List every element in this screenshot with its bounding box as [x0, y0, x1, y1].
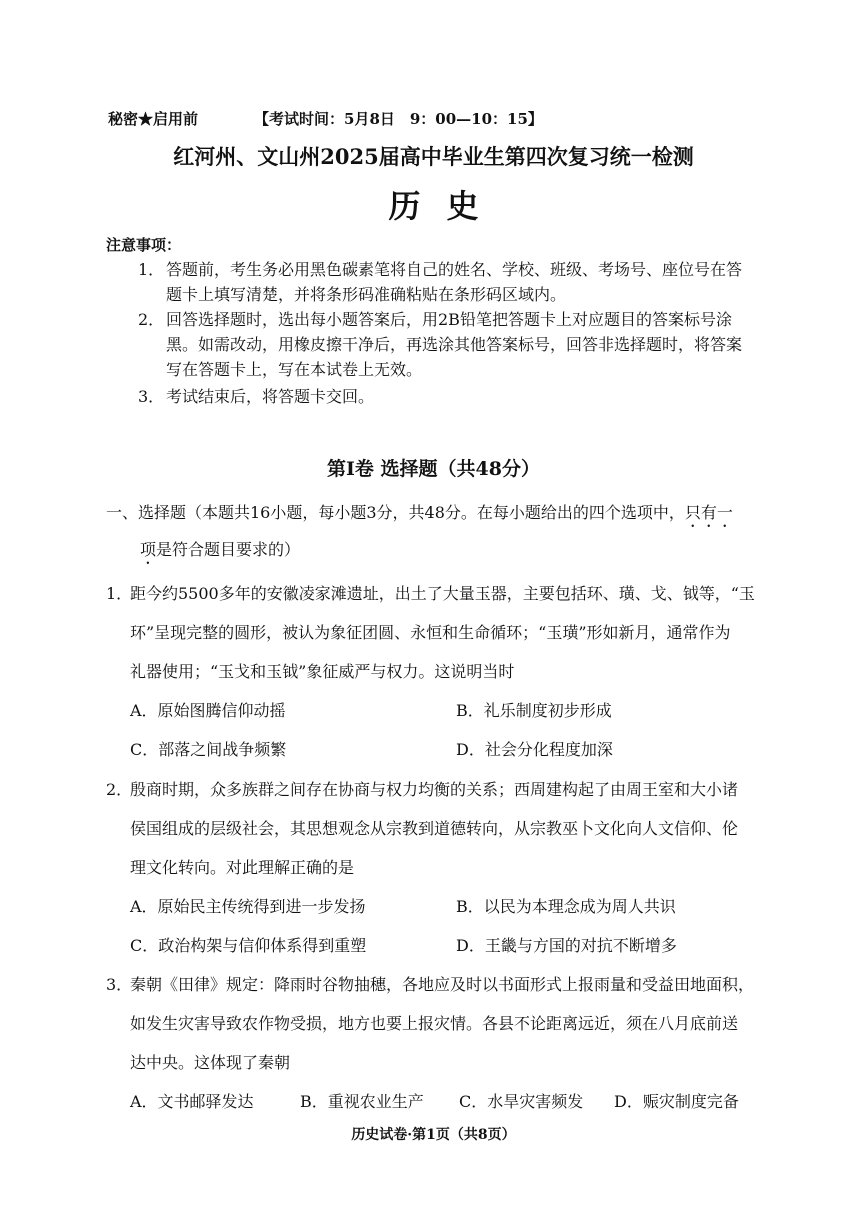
option-b[interactable]: B．以民为本理念成为周人共识 [456, 897, 676, 916]
notice-item-line: 回答选择题时，选出每小题答案后，用2B铅笔把答题卡上对应题目的答案标号涂 [166, 310, 732, 329]
emphasis-text: 项 [140, 540, 157, 559]
question-stem-line: 侯国组成的层级社会，其思想观念从宗教到道德转向，从宗教巫卜文化向人文信仰、伦 [130, 819, 739, 838]
option-a[interactable]: A．原始民主传统得到进一步发扬 [130, 897, 366, 916]
section-instruction-text: 是符合题目要求的） [156, 540, 301, 559]
question-stem-line: 理文化转向。对此理解正确的是 [130, 858, 355, 877]
notice-item-number: 3． [138, 387, 165, 406]
option-b[interactable]: B．礼乐制度初步形成 [456, 701, 612, 720]
option-a[interactable]: A．原始图腾信仰动摇 [130, 701, 286, 720]
notice-item-line: 考试结束后，将答题卡交回。 [166, 387, 375, 406]
question-stem-line: 距今约5500多年的安徽凌家滩遗址，出土了大量玉器，主要包括环、璜、戈、钺等，“玉 [130, 584, 755, 603]
notice-item-line: 黑。如需改动，用橡皮擦干净后，再选涂其他答案标号，回答非选择题时，将答案 [166, 335, 743, 354]
question-stem-line: 如发生灾害导致农作物受损，地方也要上报灾情。各县不论距离远近，须在八月底前送 [130, 1014, 739, 1033]
question-stem-line: 礼器使用；“玉戈和玉钺”象征威严与权力。这说明当时 [130, 662, 515, 681]
option-c[interactable]: C．部落之间战争频繁 [130, 740, 287, 759]
subject-title: 历史 [388, 187, 505, 225]
question-stem-line: 达中央。这体现了秦朝 [130, 1053, 291, 1072]
option-d[interactable]: D．王畿与方国的对抗不断增多 [456, 936, 677, 955]
notice-title: 注意事项： [106, 236, 182, 254]
notice-item-line: 题卡上填写清楚，并将条形码准确粘贴在条形码区域内。 [166, 285, 567, 304]
secret-label: 秘密★启用前 [108, 110, 199, 128]
option-c[interactable]: C．水旱灾害频发 [459, 1092, 584, 1111]
section-instruction-text: 一、选择题（本题共16小题，每小题3分，共48分。在每小题给出的四个选项中， [106, 503, 685, 522]
exam-time: 【考试时间：5月8日 9：00—10：15】 [254, 110, 543, 128]
question-stem-line: 秦朝《田律》规定：降雨时谷物抽穗，各地应及时以书面形式上报雨量和受益田地面积， [130, 975, 755, 994]
option-c[interactable]: C．政治构架与信仰体系得到重塑 [130, 936, 367, 955]
question-stem-line: 殷商时期，众多族群之间存在协商与权力均衡的关系；西周建构起了由周王室和大小诸 [130, 780, 739, 799]
emphasis-text: 只有一 [684, 503, 733, 522]
notice-item-number: 1． [138, 260, 165, 279]
question-stem-line: 环”呈现完整的圆形，被认为象征团圆、永恒和生命循环；“玉璜”形如新月，通常作为 [130, 623, 731, 642]
notice-item-line: 写在答题卡上，写在本试卷上无效。 [166, 360, 423, 379]
notice-item-number: 2． [138, 310, 165, 329]
section-instruction-cont [140, 537, 300, 568]
section-title: 第Ⅰ卷 选择题（共48分） [327, 458, 540, 480]
page-footer: 历史试卷·第1页（共8页） [351, 1127, 516, 1143]
question-number: 2． [106, 780, 133, 799]
section-instruction [106, 500, 733, 531]
notice-item-line: 答题前，考生务必用黑色碳素笔将自己的姓名、学校、班级、考场号、座位号在答 [166, 260, 743, 279]
option-d[interactable]: D．赈灾制度完备 [614, 1092, 739, 1111]
option-a[interactable]: A．文书邮驿发达 [130, 1092, 254, 1111]
exam-title: 红河州、文山州2025届高中毕业生第四次复习统一检测 [173, 144, 694, 169]
question-number: 3． [106, 975, 133, 994]
option-d[interactable]: D．社会分化程度加深 [456, 740, 613, 759]
option-b[interactable]: B．重视农业生产 [300, 1092, 424, 1111]
question-number: 1． [106, 584, 133, 603]
